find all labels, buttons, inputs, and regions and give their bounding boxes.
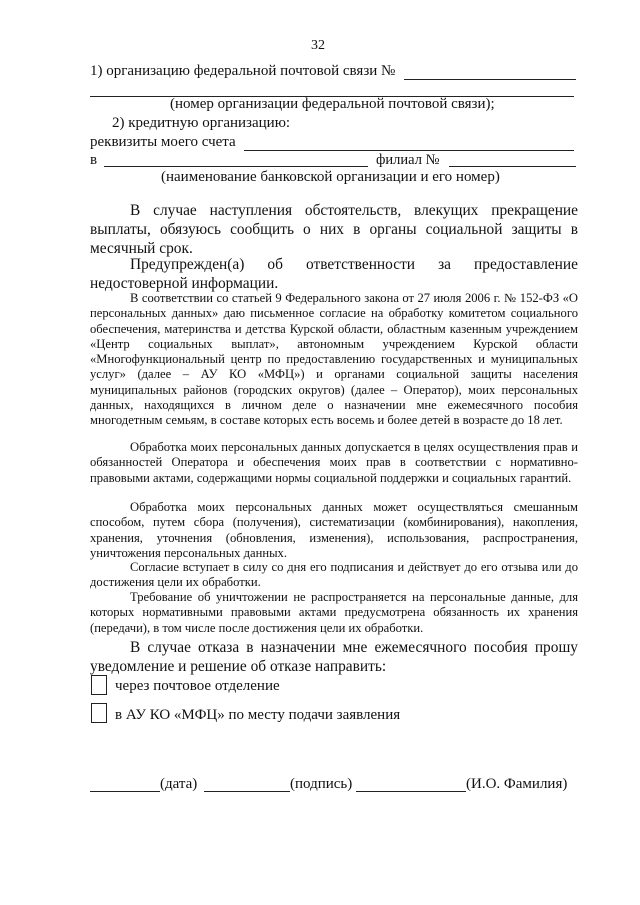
warning-paragraph: Предупрежден(а) об ответственности за предоставление недостоверной информации. [90, 256, 578, 292]
signature-line[interactable] [204, 791, 290, 792]
refusal-paragraph: В случае отказа в назначении мне ежемесячного пособия прошу уведомление и решение об отказе направить: [90, 639, 578, 675]
credit-org-label: 2) кредитную организацию: [112, 115, 291, 131]
bank-name-field[interactable] [104, 166, 368, 167]
federal-post-label: 1) организацию федеральной почтовой связи № [90, 63, 396, 79]
date-caption: (дата) [160, 776, 198, 792]
date-line[interactable] [90, 791, 160, 792]
post-office-option-label: через почтовое отделение [115, 678, 280, 694]
page-number: 32 [311, 38, 325, 53]
branch-label: филиал № [376, 152, 440, 168]
federal-post-caption: (номер организации федеральной почтовой связи); [170, 96, 495, 112]
purpose-paragraph: Обработка моих персональных данных допускается в целях осуществления прав и обязанностей Оператора и обеспечения моих прав в соответствии с нормативно-правовыми актами, содержащими нормы социальной поддержки и социальных гарантий. [90, 440, 578, 485]
branch-number-field[interactable] [449, 166, 576, 167]
consent-paragraph: В соответствии со статьей 9 Федерального закона от 27 июля 2006 г. № 152-ФЗ «О персональных данных» даю письменное согласие на обработку комитетом социального обеспечения, материнства и детства Курской области, областным казенным учреждением «Центр социальных выплат», автономным учреждением Курской области «Многофункциональный центр по предоставлению государственных и муниципальных услуг» (далее – АУ КО «МФЦ») и органами социальной защиты населения муниципальных районов (городских округов) (далее – Оператор), моих персональных данных, находящихся в личном деле о назначении мне ежемесячного пособия многодетным семьям, в составе которых есть восемь и более детей в возрасте до 18 лет. [90, 291, 578, 428]
account-label: реквизиты моего счета [90, 134, 236, 150]
bank-in-label: в [90, 152, 98, 168]
mfc-option-label: в АУ КО «МФЦ» по месту подачи заявления [115, 707, 401, 723]
account-field[interactable] [244, 150, 574, 151]
mfc-checkbox[interactable] [91, 703, 107, 723]
federal-post-number-field[interactable] [404, 79, 576, 80]
post-office-checkbox[interactable] [91, 675, 107, 695]
bank-caption: (наименование банковской организации и его номер) [161, 169, 500, 185]
name-line[interactable] [356, 791, 466, 792]
destruction-paragraph: Требование об уничтожении не распространяется на персональные данные, для которых нормативными правовыми актами предусмотрена обязанность их хранения (передачи), в том числе после достижения цели их обработки. [90, 590, 578, 635]
name-caption: (И.О. Фамилия) [466, 776, 568, 792]
obligation-paragraph: В случае наступления обстоятельств, влекущих прекращение выплаты, обязуюсь сообщить о них в органы социальной защиты в месячный срок. [90, 202, 578, 257]
signature-caption: (подпись) [290, 776, 353, 792]
methods-paragraph: Обработка моих персональных данных может осуществляться смешанным способом, путем сбора (получения), систематизации (комбинирования), накопления, хранения, уточнения (обновления, изменения), использования, распространения, уничтожения персональных данных. [90, 500, 578, 560]
validity-paragraph: Согласие вступает в силу со дня его подписания и действует до его отзыва или до достижения цели их обработки. [90, 560, 578, 590]
